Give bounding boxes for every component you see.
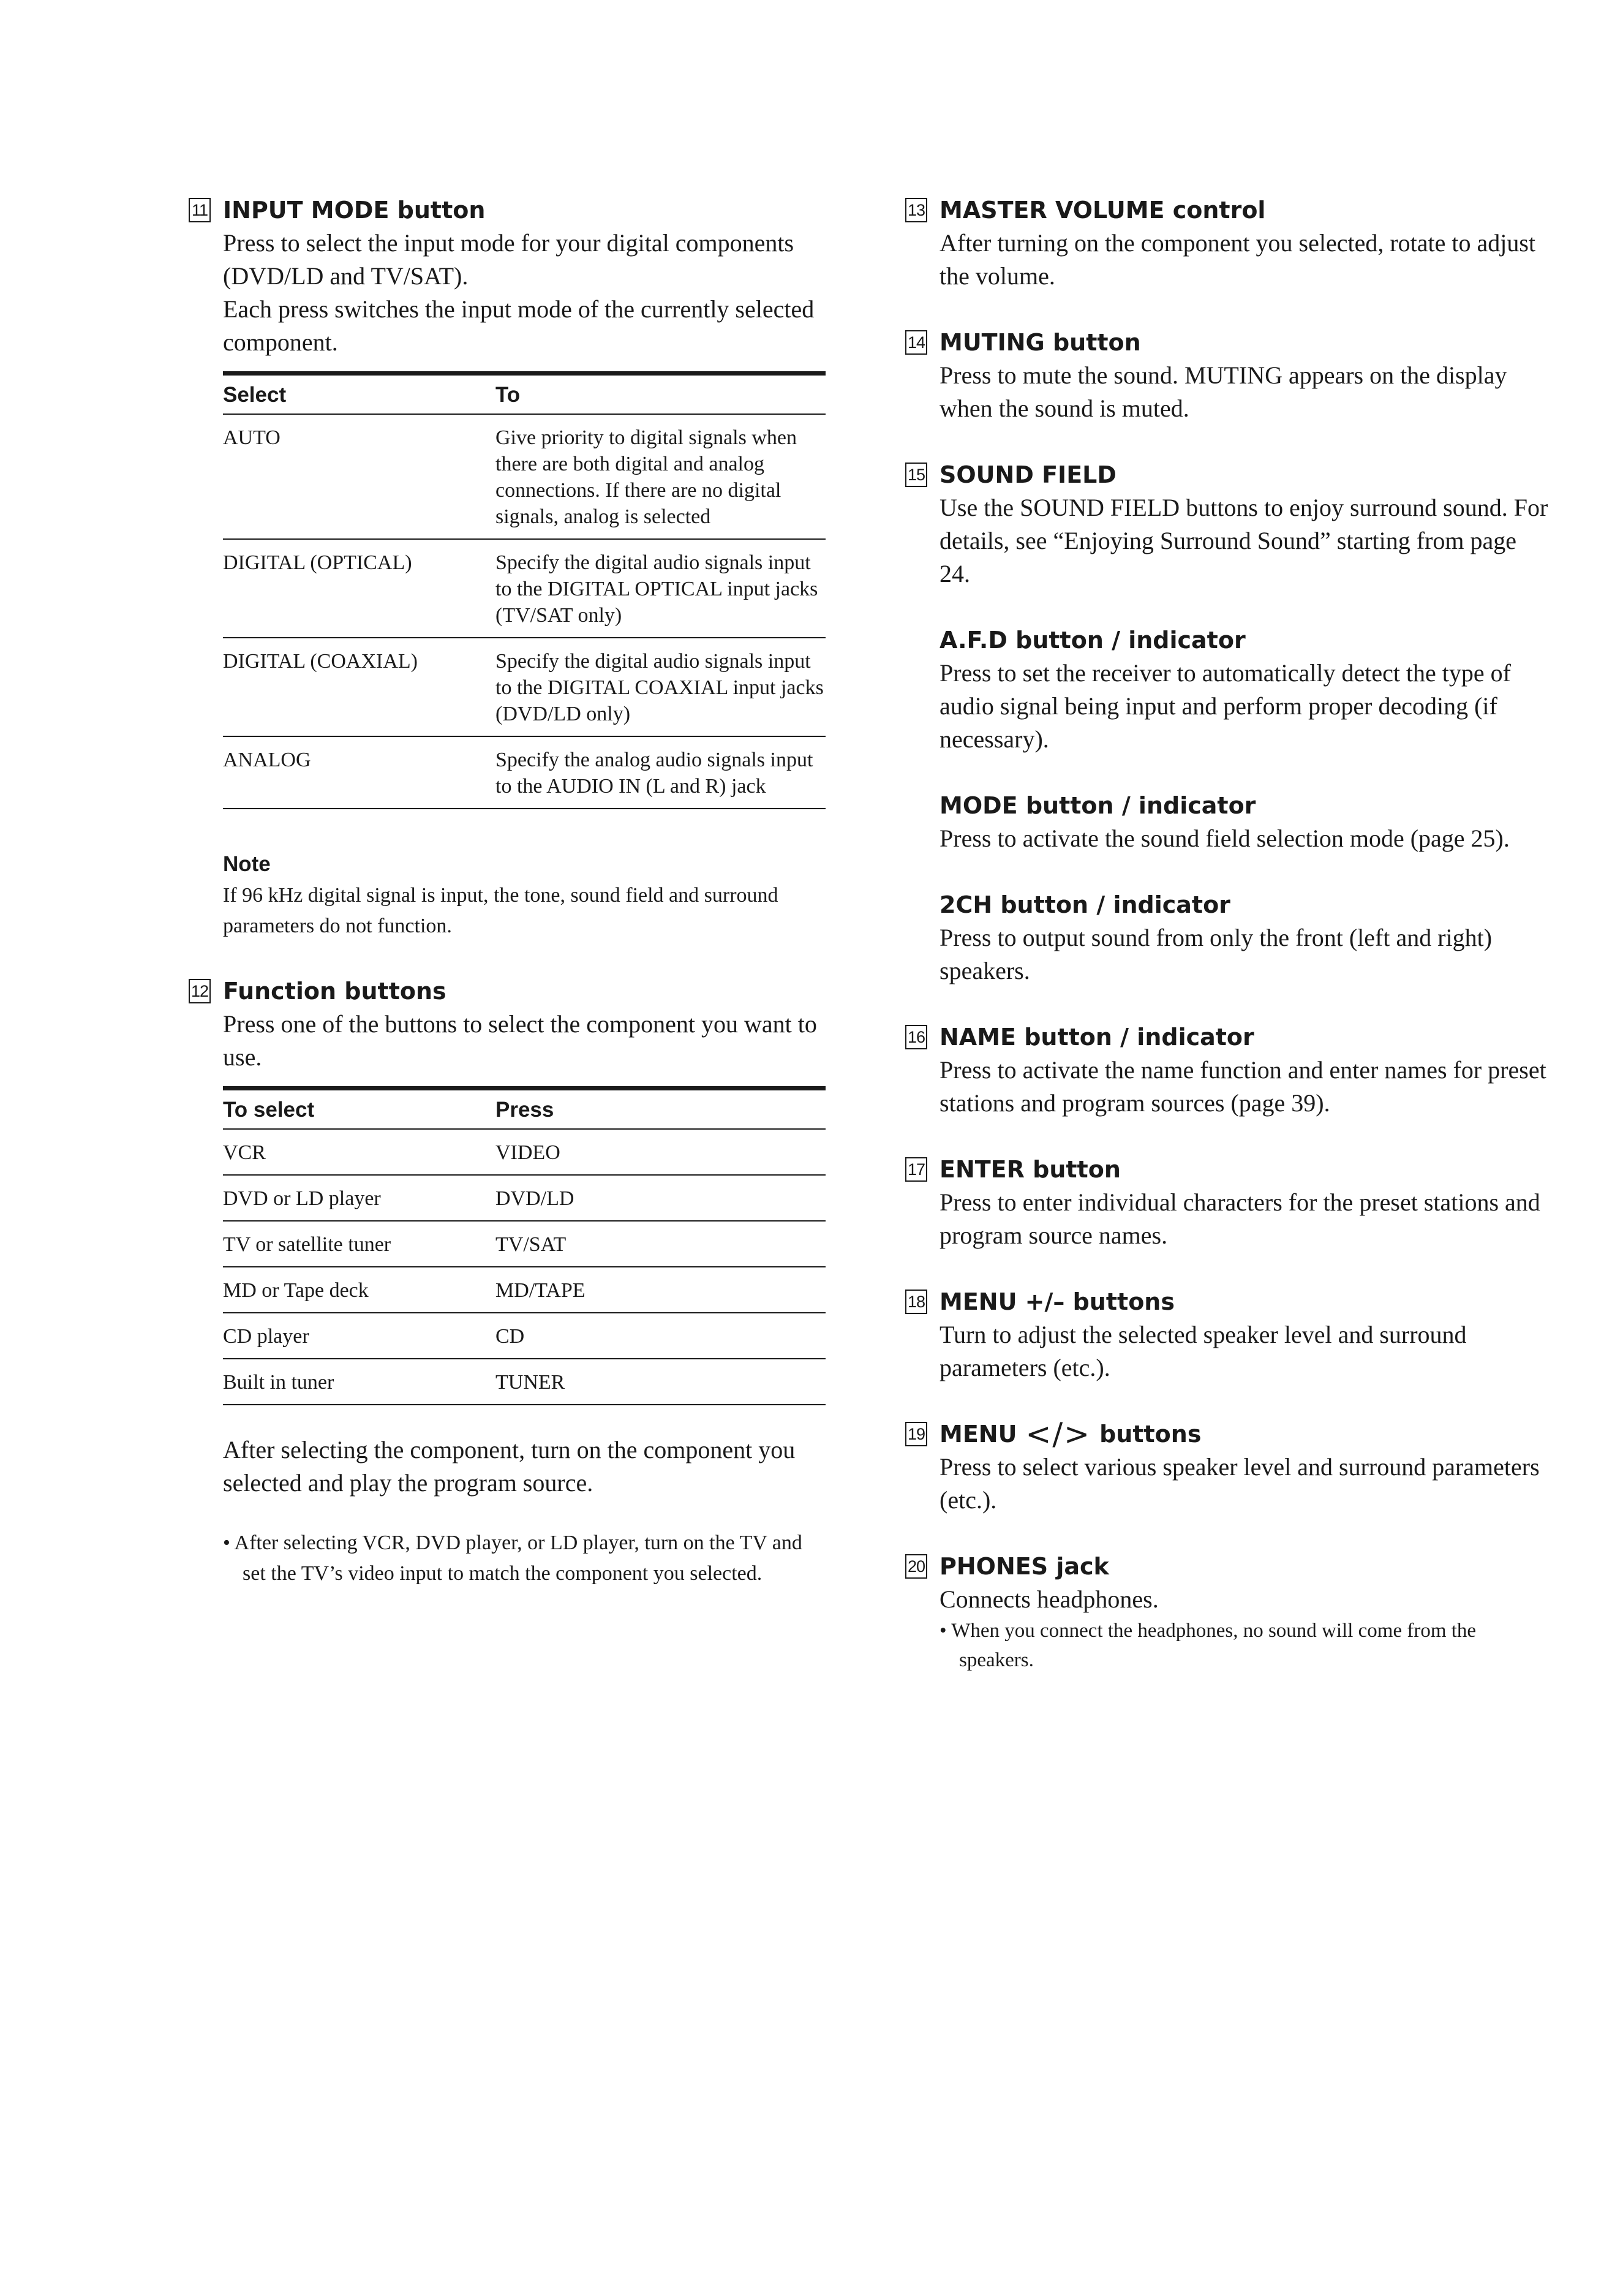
table-cell: VIDEO (495, 1129, 826, 1175)
table-row (223, 1221, 826, 1267)
table-cell: ANALOG (223, 736, 495, 809)
left-column (189, 195, 826, 1623)
menu-arrows-symbol: </> (1025, 1416, 1091, 1452)
item-number-20: 20 (905, 1554, 927, 1579)
table-cell: Built in tuner (223, 1359, 495, 1405)
table-row (223, 1267, 826, 1313)
mode-subsection (905, 790, 1548, 855)
table-cell: AUTO (223, 414, 495, 539)
2ch-subsection (905, 889, 1548, 988)
section-name (905, 1022, 1548, 1120)
input-mode-heading (189, 195, 826, 225)
table-header-select: Select (223, 374, 495, 415)
name-heading (905, 1022, 1548, 1052)
item-number-17: 17 (905, 1157, 927, 1182)
item-number-13: 13 (905, 198, 927, 222)
menu-plus-minus-heading (905, 1286, 1548, 1317)
table-header-to: To (495, 374, 826, 415)
function-buttons-title: Function buttons (223, 978, 446, 1005)
afd-desc: Press to set the receiver to automatically detect the type of audio signal being input and perform proper decoding (if necessary). (940, 659, 1511, 753)
item-number-12: 12 (189, 979, 211, 1003)
section-master-volume (905, 195, 1548, 293)
name-title: NAME button / indicator (940, 1024, 1254, 1051)
table-cell: CD (495, 1313, 826, 1359)
menu-plus-minus-title: MENU +/– buttons (940, 1288, 1175, 1315)
menu-plus-minus-desc: Turn to adjust the selected speaker level and surround parameters (etc.). (940, 1321, 1467, 1381)
input-mode-desc-2: Each press switches the input mode of the currently selected component. (223, 295, 815, 356)
table-row (223, 414, 826, 539)
muting-heading (905, 327, 1548, 358)
function-buttons-table (223, 1086, 826, 1405)
sound-field-title: SOUND FIELD (940, 461, 1117, 488)
table-header-press: Press (495, 1089, 826, 1130)
master-volume-heading (905, 195, 1548, 225)
afd-subsection (905, 625, 1548, 756)
name-desc: Press to activate the name function and enter names for preset stations and program sources (page 39). (940, 1056, 1546, 1117)
section-input-mode (189, 195, 826, 942)
table-row (223, 1313, 826, 1359)
item-number-18: 18 (905, 1290, 927, 1314)
menu-arrows-heading (905, 1416, 1548, 1452)
table-cell: Specify the digital audio signals input to the DIGITAL OPTICAL input jacks (TV/SAT only) (495, 539, 826, 638)
enter-title: ENTER button (940, 1156, 1121, 1183)
table-cell: Give priority to digital signals when there are both digital and analog connections. If there are no digital signals, analog is selected (495, 414, 826, 539)
afd-title: A.F.D button / indicator (940, 627, 1246, 654)
table-row (223, 1129, 826, 1175)
table-cell: VCR (223, 1129, 495, 1175)
input-mode-desc-1: Press to select the input mode for your digital components (DVD/LD and TV/SAT). (223, 229, 794, 290)
function-buttons-heading (189, 976, 826, 1006)
table-cell: DIGITAL (COAXIAL) (223, 638, 495, 736)
table-row (223, 1359, 826, 1405)
menu-arrows-title-a: MENU (940, 1421, 1017, 1448)
table-header-row (223, 374, 826, 415)
section-enter (905, 1154, 1548, 1252)
menu-arrows-desc: Press to select various speaker level and surround parameters (etc.). (940, 1453, 1540, 1514)
master-volume-title: MASTER VOLUME control (940, 197, 1266, 224)
section-menu-plus-minus (905, 1286, 1548, 1384)
section-function-buttons (189, 976, 826, 1589)
table-row (223, 1175, 826, 1221)
section-muting (905, 327, 1548, 425)
menu-arrows-title-b: buttons (1099, 1421, 1202, 1448)
table-row (223, 638, 826, 736)
right-column (905, 195, 1548, 1709)
table-cell: DIGITAL (OPTICAL) (223, 539, 495, 638)
section-menu-arrows (905, 1416, 1548, 1517)
2ch-desc: Press to output sound from only the front (left and right) speakers. (940, 924, 1493, 984)
table-cell: TUNER (495, 1359, 826, 1405)
note-label: Note (223, 852, 271, 876)
phones-heading (905, 1551, 1548, 1582)
table-cell: DVD or LD player (223, 1175, 495, 1221)
note-text: If 96 kHz digital signal is input, the tone, sound field and surround parameters do not function. (223, 884, 778, 937)
input-mode-title: INPUT MODE button (223, 197, 486, 224)
table-cell: MD/TAPE (495, 1267, 826, 1313)
mode-title: MODE button / indicator (940, 792, 1256, 819)
table-cell: MD or Tape deck (223, 1267, 495, 1313)
item-number-11: 11 (189, 198, 211, 222)
function-buttons-bullet: • After selecting VCR, DVD player, or LD player, turn on the TV and set the TV’s video input to match the component you selected. (223, 1531, 802, 1585)
muting-desc: Press to mute the sound. MUTING appears on the display when the sound is muted. (940, 361, 1507, 422)
function-buttons-desc: Press one of the buttons to select the component you want to use. (223, 1010, 817, 1071)
table-header-to-select: To select (223, 1089, 495, 1130)
phones-desc: Connects headphones. (940, 1585, 1159, 1613)
function-buttons-after: After selecting the component, turn on the component you selected and play the program source. (223, 1436, 796, 1497)
section-sound-field (905, 459, 1548, 988)
table-cell: CD player (223, 1313, 495, 1359)
phones-bullet: • When you connect the headphones, no sound will come from the speakers. (940, 1620, 1477, 1671)
muting-title: MUTING button (940, 329, 1141, 356)
table-row (223, 736, 826, 809)
table-cell: TV/SAT (495, 1221, 826, 1267)
table-cell: DVD/LD (495, 1175, 826, 1221)
item-number-15: 15 (905, 463, 927, 487)
section-phones (905, 1551, 1548, 1675)
input-mode-table (223, 371, 826, 809)
item-number-19: 19 (905, 1422, 927, 1446)
2ch-title: 2CH button / indicator (940, 891, 1230, 918)
enter-heading (905, 1154, 1548, 1185)
table-cell: Specify the analog audio signals input to the AUDIO IN (L and R) jack (495, 736, 826, 809)
item-number-14: 14 (905, 330, 927, 355)
table-cell: TV or satellite tuner (223, 1221, 495, 1267)
sound-field-desc: Use the SOUND FIELD buttons to enjoy surround sound. For details, see “Enjoying Surround Sound” starting from page 24. (940, 494, 1548, 587)
mode-desc: Press to activate the sound field selection mode (page 25). (940, 825, 1510, 852)
enter-desc: Press to enter individual characters for the preset stations and program source names. (940, 1188, 1540, 1249)
table-cell: Specify the digital audio signals input to the DIGITAL COAXIAL input jacks (DVD/LD only) (495, 638, 826, 736)
item-number-16: 16 (905, 1025, 927, 1049)
master-volume-desc: After turning on the component you selected, rotate to adjust the volume. (940, 229, 1536, 290)
sound-field-heading (905, 459, 1548, 490)
table-header-row (223, 1089, 826, 1130)
phones-title: PHONES jack (940, 1553, 1109, 1580)
table-row (223, 539, 826, 638)
